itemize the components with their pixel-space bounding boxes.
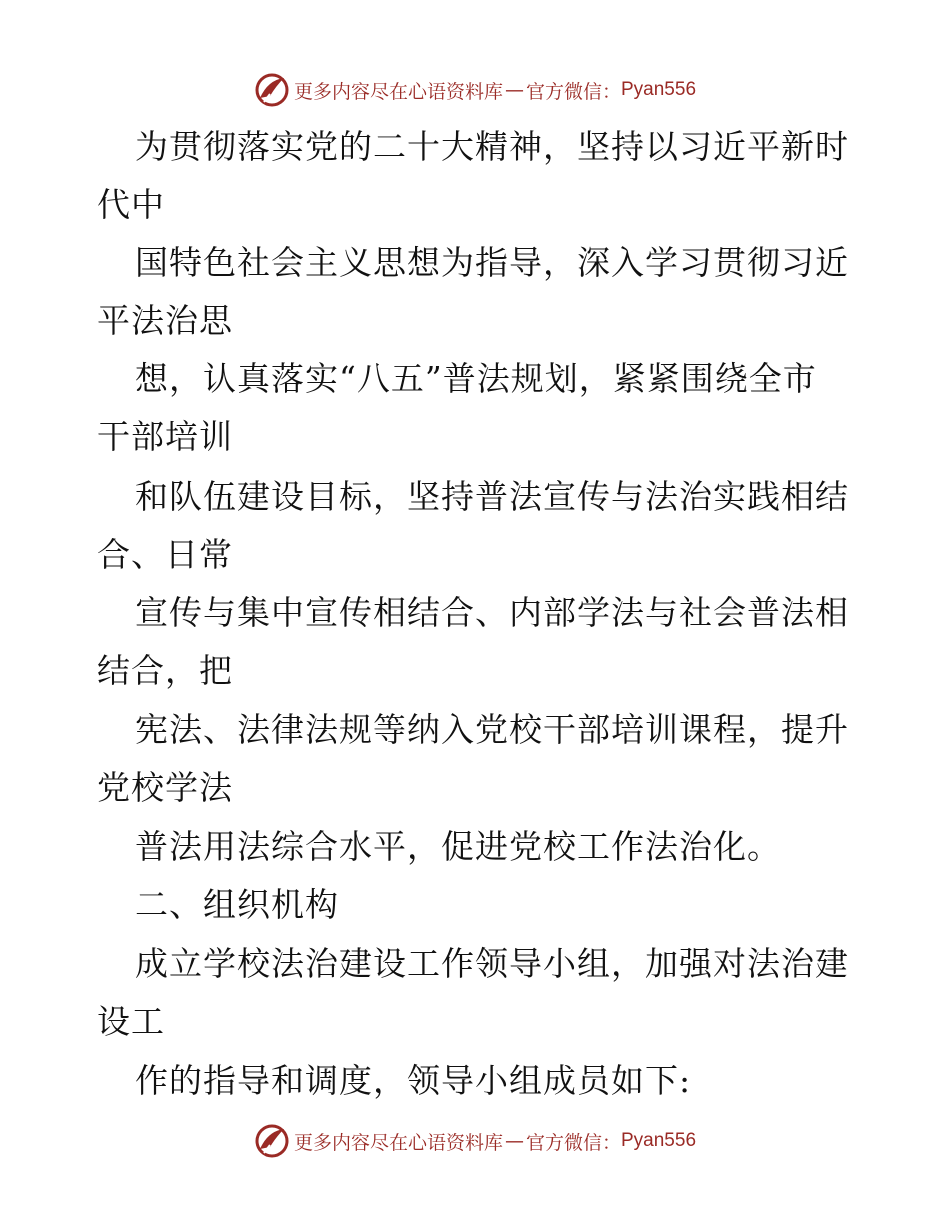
paragraph-line: 干部培训 bbox=[97, 417, 233, 456]
paragraph-line: 成立学校法治建设工作领导小组，加强对法治建 bbox=[135, 944, 849, 983]
paragraph-line: 结合，把 bbox=[97, 651, 233, 690]
paragraph-line: 宣传与集中宣传相结合、内部学法与社会普法相 bbox=[135, 593, 849, 632]
section-heading: 二、组织机构 bbox=[135, 885, 339, 924]
paragraph-line: 普法用法综合水平，促进党校工作法治化。 bbox=[135, 827, 781, 866]
watermark-separator: — bbox=[504, 79, 524, 101]
paragraph-line: 党校学法 bbox=[97, 768, 233, 807]
paragraph-line: 代中 bbox=[97, 185, 165, 224]
watermark-handle: Pyan556 bbox=[621, 79, 697, 100]
watermark-text: 更多内容尽在心语资料库 bbox=[293, 80, 503, 103]
paragraph-line: 为贯彻落实党的二十大精神，坚持以习近平新时 bbox=[135, 127, 849, 166]
paragraph-line: 和队伍建设目标，坚持普法宣传与法治实践相结 bbox=[135, 477, 849, 516]
paragraph-line: 平法治思 bbox=[97, 301, 233, 340]
paragraph-line: 设工 bbox=[97, 1002, 165, 1041]
watermark-handle: Pyan556 bbox=[621, 1130, 697, 1151]
paragraph-line: 合、日常 bbox=[97, 535, 233, 574]
watermark-wechat-label: 官方微信： bbox=[525, 1131, 621, 1154]
paragraph-line: 作的指导和调度，领导小组成员如下: bbox=[135, 1061, 692, 1100]
paragraph-line: 想，认真落实“八五”普法规划，紧紧围绕全市 bbox=[135, 359, 817, 398]
watermark-separator: — bbox=[504, 1130, 524, 1152]
footer-watermark bbox=[0, 1121, 950, 1161]
watermark-text: 更多内容尽在心语资料库 bbox=[293, 1131, 503, 1154]
watermark-wechat-label: 官方微信： bbox=[525, 80, 621, 103]
paragraph-line: 国特色社会主义思想为指导，深入学习贯彻习近 bbox=[135, 243, 849, 282]
pen-logo-icon bbox=[254, 1123, 290, 1159]
paragraph-line: 宪法、法律法规等纳入党校干部培训课程，提升 bbox=[135, 710, 849, 749]
